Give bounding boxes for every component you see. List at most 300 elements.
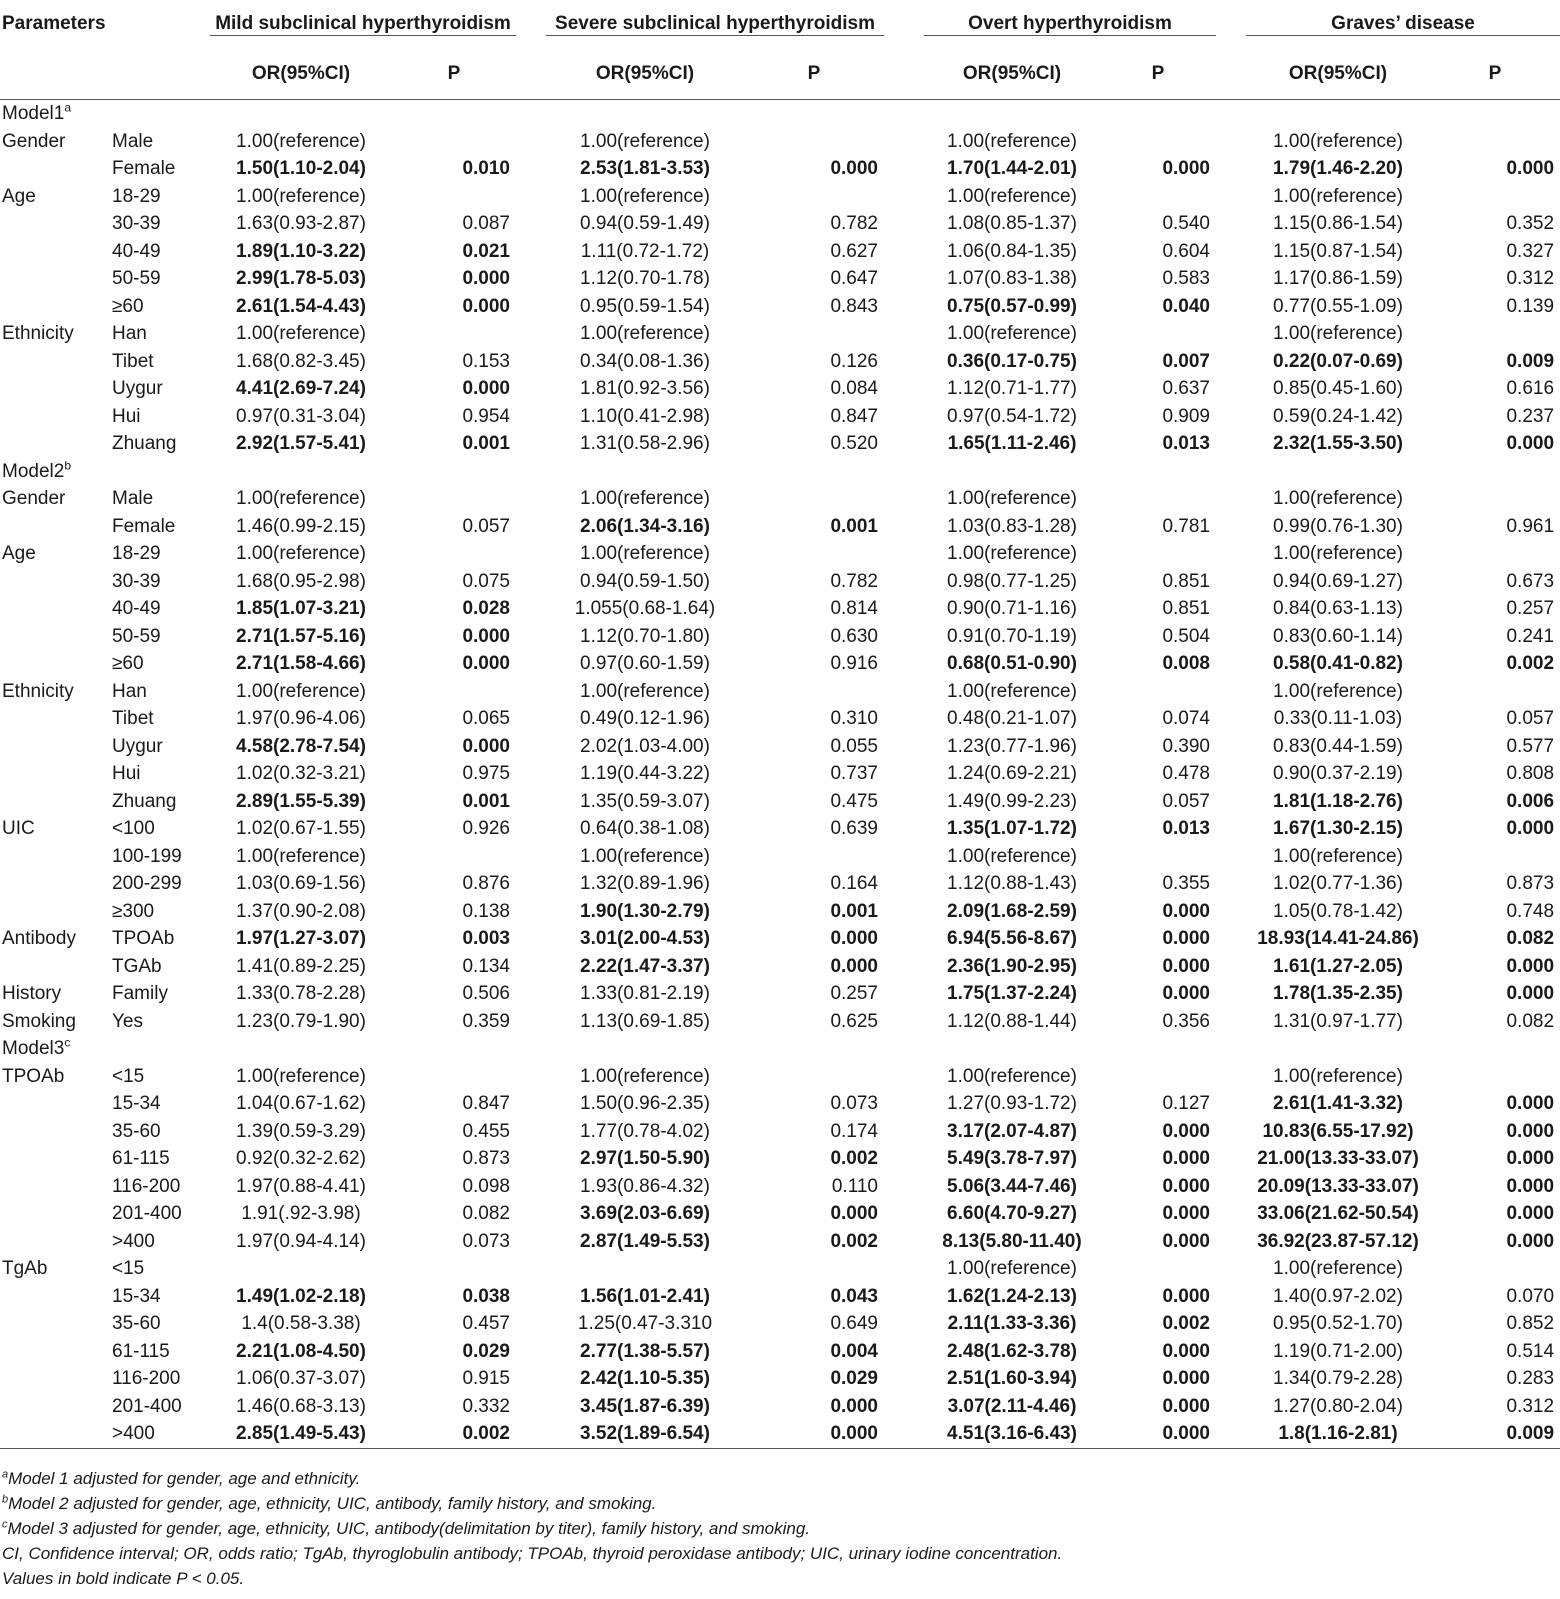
spacer (1216, 485, 1246, 513)
table-row (0, 595, 1560, 623)
p-value: 0.021 (462, 240, 510, 262)
p-value: 0.814 (830, 598, 878, 619)
spacer (516, 788, 546, 816)
spacer (516, 568, 546, 596)
model-row (0, 458, 1560, 486)
table-row (0, 375, 1560, 403)
spacer (516, 870, 546, 898)
spacer (516, 705, 546, 733)
spacer (1216, 1173, 1246, 1201)
parameter-level: Male (112, 488, 154, 509)
footnote-text: Model 1 adjusted for gender, age and ethnicity. (8, 1469, 361, 1488)
spacer (516, 348, 546, 376)
spacer (1216, 733, 1246, 761)
p-value: 0.029 (462, 1340, 510, 1362)
p-value: 0.604 (1162, 240, 1210, 262)
p-value: 0.073 (462, 1230, 510, 1252)
parameters-header: Parameters (2, 13, 106, 34)
p-value: 0.000 (1162, 955, 1210, 977)
p-value (1100, 843, 1216, 871)
table-row (0, 183, 1560, 211)
or-value: 0.92(0.32-2.62) (236, 1148, 366, 1169)
parameter-level: >400 (112, 1230, 155, 1252)
spacer (884, 870, 924, 898)
spacer (1216, 1420, 1246, 1448)
parameter-group (0, 1228, 106, 1256)
p-value: 0.583 (1162, 268, 1210, 289)
spacer (1216, 1228, 1246, 1256)
or-value: 1.00(reference) (947, 130, 1077, 152)
table-row (0, 1393, 1560, 1421)
or-value: 1.68(0.95-2.98) (236, 570, 366, 592)
or-value: 1.00(reference) (236, 543, 366, 564)
spacer (1216, 1255, 1246, 1283)
p-value: 0.000 (1506, 818, 1555, 839)
spacer (884, 155, 924, 183)
p-value: 0.098 (462, 1175, 510, 1197)
p-value: 0.514 (1506, 1340, 1555, 1362)
parameter-level: Hui (112, 405, 141, 427)
table-row (0, 898, 1560, 926)
or-value: 1.49(1.02-2.18) (236, 1285, 366, 1307)
p-value: 0.000 (1506, 955, 1555, 977)
parameter-group: Smoking (2, 1010, 76, 1032)
parameter-level: Female (112, 515, 176, 537)
parameter-group (0, 1420, 106, 1448)
or-value: 1.00(reference) (580, 185, 710, 207)
parameter-group (0, 843, 106, 871)
or-value: 0.22(0.07-0.69) (1273, 350, 1403, 372)
p-value: 0.873 (462, 1148, 510, 1169)
p-value: 0.540 (1162, 213, 1210, 234)
p-value: 0.087 (462, 213, 510, 234)
parameter-group (0, 760, 106, 788)
parameter-level: TPOAb (112, 928, 175, 949)
or-value: 3.01(2.00-4.53) (580, 928, 710, 949)
parameter-level: ≥300 (112, 900, 155, 922)
or-value: 0.59(0.24-1.42) (1273, 405, 1403, 427)
footnote-text: Model 3 adjusted for gender, age, ethnicity, UIC, antibody(delimitation by titer), family history, and smoking. (7, 1519, 811, 1538)
p-value: 0.916 (830, 653, 878, 674)
table-row (0, 155, 1560, 183)
or-value: 1.00(reference) (580, 845, 710, 867)
p-value: 0.001 (462, 790, 510, 812)
spacer (884, 1420, 924, 1448)
p-value: 0.327 (1506, 240, 1555, 262)
or-value: 1.00(reference) (236, 488, 366, 509)
table-row (0, 1365, 1560, 1393)
or-value: 1.61(1.27-2.05) (1273, 955, 1403, 977)
p-value: 0.002 (1506, 653, 1555, 674)
parameter-group (0, 568, 106, 596)
p-value: 0.241 (1506, 625, 1555, 647)
parameter-group (0, 1090, 106, 1118)
spacer (884, 788, 924, 816)
footnote (2, 1491, 1062, 1516)
parameter-group (0, 238, 106, 266)
p-value: 0.748 (1506, 900, 1555, 922)
or-value: 1.02(0.67-1.55) (236, 818, 366, 839)
or-value: 2.97(1.50-5.90) (580, 1148, 710, 1169)
or-value: 1.055(0.68-1.64) (574, 598, 716, 619)
p-value: 0.808 (1506, 763, 1555, 784)
or-value: 1.34(0.79-2.28) (1273, 1368, 1403, 1389)
p-value: 0.000 (1162, 1395, 1210, 1417)
p-value (1100, 128, 1216, 156)
table-row (0, 210, 1560, 238)
or-value: 1.27(0.93-1.72) (947, 1093, 1077, 1114)
model-row (0, 1035, 1560, 1063)
footnote (2, 1541, 1062, 1566)
spacer (1216, 348, 1246, 376)
or-value: 1.10(0.41-2.98) (580, 405, 710, 427)
parameter-group (0, 403, 106, 431)
spacer (1216, 623, 1246, 651)
or-value: 33.06(21.62-50.54) (1257, 1203, 1419, 1224)
p-value: 0.915 (462, 1368, 510, 1389)
p-header: P (744, 48, 884, 100)
p-value: 0.637 (1162, 378, 1210, 399)
spacer (516, 1063, 546, 1091)
spacer (1216, 375, 1246, 403)
table-row (0, 678, 1560, 706)
p-value: 0.073 (830, 1093, 878, 1114)
spacer (516, 650, 546, 678)
or-value: 1.12(0.71-1.77) (947, 378, 1077, 399)
or-value: 2.42(1.10-5.35) (580, 1368, 710, 1389)
p-value: 0.647 (830, 268, 878, 289)
spacer (884, 210, 924, 238)
table-row (0, 953, 1560, 981)
or-value: 1.33(0.78-2.28) (236, 983, 366, 1004)
p-value (1100, 485, 1216, 513)
or-value: 1.00(reference) (236, 680, 366, 702)
p-value: 0.000 (1162, 1148, 1210, 1169)
p-value: 0.040 (1162, 295, 1210, 317)
spacer (516, 760, 546, 788)
p-value: 0.359 (462, 1010, 510, 1032)
spacer (516, 265, 546, 293)
or-value: 1.24(0.69-2.21) (947, 763, 1077, 784)
p-value: 0.847 (830, 405, 878, 427)
or-value: 1.78(1.35-2.35) (1273, 983, 1403, 1004)
table-row (0, 1338, 1560, 1366)
p-value (744, 320, 884, 348)
p-value: 0.043 (830, 1285, 878, 1307)
or-value: 1.00(reference) (580, 130, 710, 152)
p-value: 0.237 (1506, 405, 1555, 427)
p-value (392, 1063, 516, 1091)
or-value: 2.89(1.55-5.39) (236, 790, 366, 812)
parameter-group (0, 1283, 106, 1311)
spacer (1216, 1338, 1246, 1366)
parameter-level: 201-400 (112, 1203, 182, 1224)
parameter-group: Age (2, 543, 36, 564)
table-row (0, 843, 1560, 871)
p-value: 0.000 (1162, 1203, 1210, 1224)
or-value: 0.97(0.54-1.72) (947, 405, 1077, 427)
p-value (1100, 540, 1216, 568)
p-value: 0.457 (462, 1313, 510, 1334)
spacer (1216, 1090, 1246, 1118)
spacer (1216, 155, 1246, 183)
p-value: 0.057 (462, 515, 510, 537)
spacer (884, 238, 924, 266)
or-value: 1.00(reference) (1273, 488, 1403, 509)
spacer (884, 568, 924, 596)
parameter-group (0, 870, 106, 898)
spacer (1216, 1310, 1246, 1338)
or-value: 0.83(0.44-1.59) (1273, 735, 1403, 757)
spacer (884, 705, 924, 733)
spacer (884, 128, 924, 156)
p-value: 0.355 (1162, 873, 1210, 894)
spacer (516, 1008, 546, 1036)
spacer (884, 1393, 924, 1421)
spacer (516, 1255, 546, 1283)
or-value: 0.34(0.08-1.36) (580, 350, 710, 372)
p-value: 0.310 (830, 708, 878, 729)
spacer (884, 898, 924, 926)
or-value: 1.79(1.46-2.20) (1273, 158, 1403, 179)
p-value (392, 1255, 516, 1283)
spacer (884, 320, 924, 348)
p-value: 0.257 (830, 983, 878, 1004)
spacer (884, 513, 924, 541)
or-value: 1.03(0.83-1.28) (947, 515, 1077, 537)
parameter-group (0, 265, 106, 293)
p-value: 0.000 (462, 735, 510, 757)
or-value: 6.94(5.56-8.67) (947, 928, 1077, 949)
or-value: 0.94(0.59-1.49) (580, 213, 710, 234)
p-value: 0.002 (1162, 1313, 1210, 1334)
spacer (1216, 815, 1246, 843)
spacer (884, 293, 924, 321)
parameter-level: 50-59 (112, 625, 161, 647)
or-value: 1.91(.92-3.98) (241, 1203, 361, 1224)
p-value: 0.000 (1162, 1120, 1210, 1142)
or-value: 1.68(0.82-3.45) (236, 350, 366, 372)
table-row (0, 540, 1560, 568)
parameter-level: Family (112, 983, 168, 1004)
parameter-group: TPOAb (2, 1065, 65, 1087)
spacer (1216, 210, 1246, 238)
or-value: 8.13(5.80-11.40) (942, 1230, 1082, 1252)
p-value: 0.070 (1506, 1285, 1555, 1307)
spacer (884, 760, 924, 788)
parameter-level: Uygur (112, 735, 163, 757)
p-value: 0.781 (1162, 515, 1210, 537)
spacer (516, 1310, 546, 1338)
or-value: 1.75(1.37-2.24) (947, 983, 1077, 1004)
parameter-group (0, 623, 106, 651)
or-value: 1.06(0.37-3.07) (236, 1368, 366, 1389)
p-header: P (1430, 48, 1560, 100)
p-value: 0.000 (1162, 1230, 1210, 1252)
or-value: 0.36(0.17-0.75) (947, 350, 1077, 372)
or-value: 1.00(reference) (236, 130, 366, 152)
parameter-level: Tibet (112, 708, 154, 729)
p-value: 0.312 (1506, 1395, 1555, 1417)
or-value: 1.03(0.69-1.56) (236, 873, 366, 894)
or-header: OR(95%CI) (210, 48, 392, 100)
parameter-level: Uygur (112, 378, 163, 399)
or-value: 1.4(0.58-3.38) (241, 1313, 361, 1334)
or-value: 1.07(0.83-1.38) (947, 268, 1077, 289)
or-value: 1.00(reference) (236, 1065, 366, 1087)
table-row (0, 430, 1560, 458)
model-name: Model2 (2, 460, 65, 482)
parameter-group (0, 1393, 106, 1421)
or-value: 1.85(1.07-3.21) (236, 598, 366, 619)
spacer (516, 1283, 546, 1311)
or-value: 2.61(1.54-4.43) (236, 295, 366, 317)
or-value: 1.02(0.32-3.21) (236, 763, 366, 784)
or-value: 1.00(reference) (580, 680, 710, 702)
p-value: 0.000 (462, 378, 510, 399)
p-value: 0.257 (1506, 598, 1555, 619)
parameter-group (0, 953, 106, 981)
model-label (0, 458, 1560, 486)
or-header: OR(95%CI) (1246, 48, 1430, 100)
spacer (516, 898, 546, 926)
or-value: 1.12(0.88-1.43) (947, 873, 1077, 894)
spacer (516, 128, 546, 156)
or-value: 2.53(1.81-3.53) (580, 158, 710, 179)
parameter-group (0, 705, 106, 733)
header-row-groups (0, 0, 1560, 48)
spacer (516, 540, 546, 568)
spacer (1216, 238, 1246, 266)
table-row (0, 925, 1560, 953)
parameter-level: 15-34 (112, 1093, 161, 1114)
spacer (1216, 1200, 1246, 1228)
spacer (516, 953, 546, 981)
or-value: 3.07(2.11-4.46) (947, 1395, 1077, 1417)
spacer (516, 678, 546, 706)
p-value: 0.000 (1100, 1420, 1216, 1448)
table-row (0, 1420, 1560, 1448)
p-value: 0.504 (1162, 625, 1210, 647)
p-value: 0.478 (1162, 763, 1210, 784)
spacer (884, 1145, 924, 1173)
p-value: 0.000 (462, 653, 510, 674)
or-value: 1.65(1.11-2.46) (947, 433, 1077, 454)
spacer (884, 183, 924, 211)
model-label (0, 100, 1560, 128)
parameter-group (0, 898, 106, 926)
spacer (1216, 513, 1246, 541)
or-value: 1.13(0.69-1.85) (580, 1010, 710, 1032)
p-value (1100, 678, 1216, 706)
p-value (744, 678, 884, 706)
p-value: 0.639 (830, 818, 878, 839)
p-value: 0.038 (462, 1285, 510, 1307)
p-value (744, 485, 884, 513)
or-value: 0.98(0.77-1.25) (947, 570, 1077, 592)
spacer (516, 1145, 546, 1173)
or-value: 1.00(reference) (1273, 1065, 1403, 1087)
or-value: 1.32(0.89-1.96) (580, 873, 710, 894)
or-value: 5.06(3.44-7.46) (947, 1175, 1077, 1197)
p-value: 0.616 (1506, 378, 1555, 399)
parameter-level: Zhuang (112, 790, 177, 812)
or-value: 1.33(0.81-2.19) (580, 983, 710, 1004)
spacer (884, 1228, 924, 1256)
spacer (516, 1338, 546, 1366)
p-header: P (392, 48, 516, 100)
spacer (884, 1338, 924, 1366)
spacer (884, 265, 924, 293)
or-value: 1.67(1.30-2.15) (1273, 818, 1403, 839)
or-value: 1.50(1.10-2.04) (236, 158, 366, 179)
parameter-group: Ethnicity (2, 323, 74, 344)
spacer (1216, 980, 1246, 1008)
spacer (1216, 403, 1246, 431)
p-header: P (1100, 48, 1216, 100)
p-value: 0.000 (1162, 1175, 1210, 1197)
or-value: 2.77(1.38-5.57) (580, 1340, 710, 1362)
or-value: 3.69(2.03-6.69) (580, 1203, 710, 1224)
spacer (1216, 128, 1246, 156)
spacer (884, 1310, 924, 1338)
or-value: 1.00(reference) (236, 323, 366, 344)
spacer (1216, 1283, 1246, 1311)
table-row (0, 623, 1560, 651)
footnote (2, 1566, 1062, 1591)
or-value: 2.21(1.08-4.50) (236, 1340, 366, 1362)
or-value: 0.94(0.69-1.27) (1273, 570, 1403, 592)
parameter-group (0, 595, 106, 623)
parameter-level: 18-29 (112, 185, 161, 207)
parameter-level: ≥60 (112, 653, 144, 674)
p-value: 0.000 (1162, 1285, 1210, 1307)
spacer (516, 623, 546, 651)
p-value: 0.013 (1162, 818, 1210, 839)
parameter-level: Han (112, 680, 147, 702)
spacer (1216, 1008, 1246, 1036)
spacer (1216, 705, 1246, 733)
model-row (0, 100, 1560, 128)
p-value: 0.000 (1506, 433, 1555, 454)
parameter-level: Male (112, 130, 154, 152)
parameter-level: Zhuang (112, 433, 177, 454)
p-value: 0.001 (830, 515, 878, 537)
or-value: 1.97(0.94-4.14) (236, 1230, 366, 1252)
or-value: 0.75(0.57-0.99) (947, 295, 1077, 317)
parameter-level: 35-60 (112, 1313, 161, 1334)
p-value (744, 183, 884, 211)
or-value: 1.06(0.84-1.35) (947, 240, 1077, 262)
parameter-group: Gender (2, 488, 66, 509)
p-value (1430, 678, 1560, 706)
or-value: 4.58(2.78-7.54) (236, 735, 366, 757)
spacer (884, 815, 924, 843)
p-value: 0.002 (830, 1230, 878, 1252)
parameter-group (0, 650, 106, 678)
parameter-level: Female (112, 158, 176, 179)
p-value: 0.000 (744, 1420, 884, 1448)
model-name: Model3 (2, 1038, 65, 1059)
spacer (1216, 650, 1246, 678)
header-row-stats (0, 48, 1560, 100)
spacer (1216, 540, 1246, 568)
spacer (516, 925, 546, 953)
or-value: 0.48(0.21-1.07) (947, 708, 1077, 729)
table-row (0, 870, 1560, 898)
spacer (1216, 293, 1246, 321)
or-value: 2.99(1.78-5.03) (236, 268, 366, 289)
